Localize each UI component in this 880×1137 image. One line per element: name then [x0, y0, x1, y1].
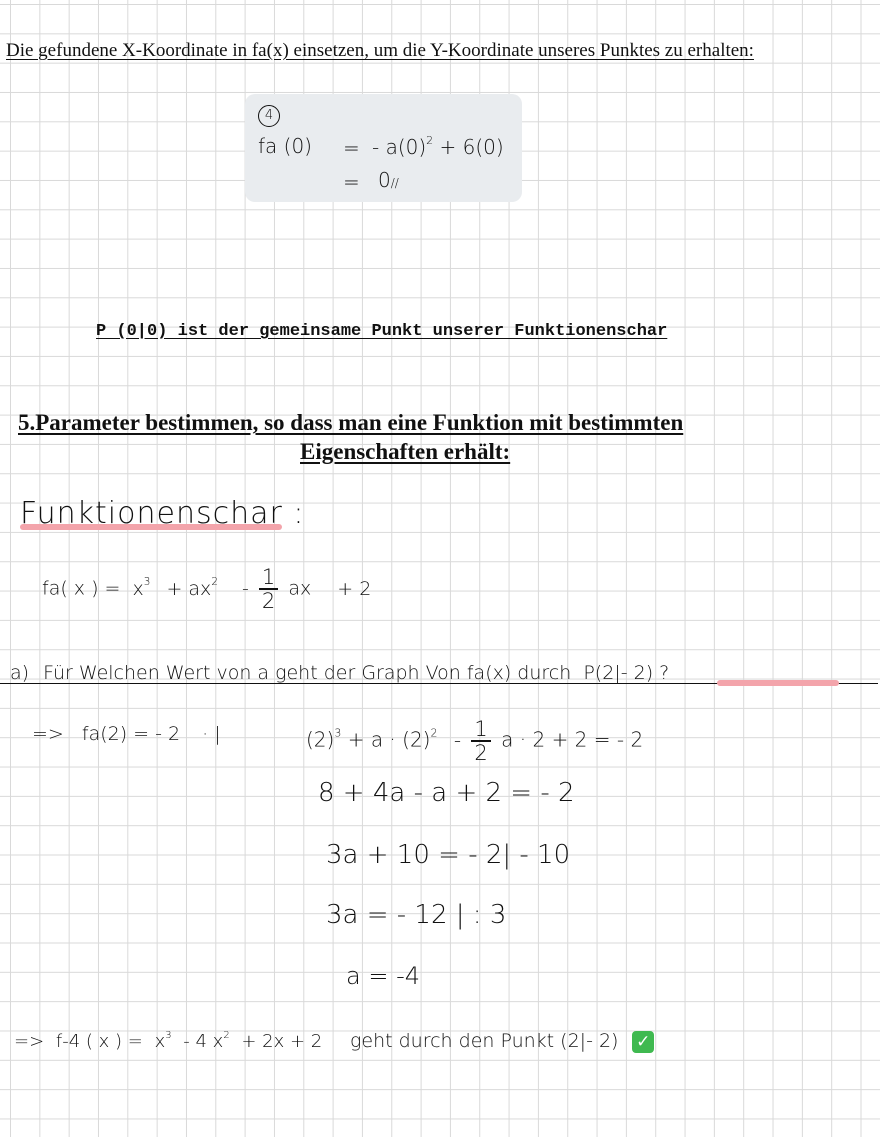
calc-line-1: [306, 718, 643, 764]
question-mark: ?: [659, 662, 670, 684]
fraction-numerator: 1: [259, 566, 278, 590]
calc-line1-a: (2): [306, 727, 335, 752]
intro-text: Die gefundene X-Koordinate in fa(x) einsetzen, um die Y-Koordinate unseres Punktes zu erhalten:: [6, 40, 754, 61]
calc-given: [32, 723, 221, 745]
function-exp3: 3: [143, 576, 151, 589]
calc-separator: · |: [202, 723, 221, 745]
conclusion-x: x: [154, 1031, 166, 1052]
calc-line-5: a = -4: [346, 962, 421, 990]
conclusion-minus4: - 4 x: [183, 1031, 224, 1052]
calc-line1-e2: 2: [430, 726, 438, 740]
function-plus2: + 2: [337, 577, 372, 600]
conclusion-func: f-4 ( x ) =: [55, 1031, 143, 1052]
section-5-title-line-1: 5.Parameter bestimmen, so dass man eine Funktion mit bestimmten: [18, 410, 684, 435]
box-line1-rhs-a: - a(0): [372, 134, 427, 159]
common-point-text: P (0|0) ist der gemeinsame Punkt unserer Funktionenschar: [96, 322, 668, 341]
point-highlight: [717, 680, 839, 686]
function-ax: ax: [288, 577, 312, 600]
funktionenschar-heading: Funktionenschar :: [20, 496, 305, 531]
conclusion-line: [14, 1030, 654, 1053]
conclusion-e3: 3: [165, 1030, 172, 1042]
calc-fraction-denominator: 2: [474, 741, 488, 766]
conclusion-arrow: =>: [14, 1031, 45, 1052]
calc-line-2: 8 + 4a - a + 2 = - 2: [318, 778, 575, 808]
box-line1-lhs: fa (0): [258, 134, 312, 158]
question-text: Für Welchen Wert von a geht der Graph Von fa(x) durch: [43, 662, 572, 684]
calc-line1-b: + a · (2): [347, 727, 431, 752]
box-line1-rhs: [372, 134, 504, 159]
box-line2-eq: =: [343, 170, 360, 194]
calc-line1-fraction: [471, 718, 490, 764]
calc-line1-d: a · 2 + 2 = - 2: [501, 727, 644, 752]
checkmark-icon: ✓: [632, 1031, 654, 1053]
question-label: a): [10, 662, 30, 684]
box-line2-value: 0: [378, 168, 391, 192]
section-5-title-line-2: Eigenschaften erhält:: [300, 439, 511, 464]
function-fraction: [259, 566, 278, 612]
calc-line-4: 3a = - 12 | : 3: [326, 900, 507, 930]
question-point: P(2|- 2): [583, 662, 654, 684]
calc-fraction-numerator: 1: [471, 718, 490, 742]
function-exp2: 2: [211, 576, 218, 589]
calc-arrow: =>: [32, 723, 64, 745]
box-line2-mark: //: [390, 176, 399, 190]
conclusion-e2: 2: [223, 1030, 230, 1042]
function-definition: [42, 566, 371, 612]
question-line: [10, 662, 669, 684]
box-line-1: [258, 134, 312, 158]
box-line1-exp: 2: [426, 134, 434, 147]
box-line1-rhs-b: + 6(0): [439, 134, 504, 159]
step-number-badge: [258, 104, 280, 127]
step-number: 4: [258, 105, 280, 127]
box-line2-rhs: [378, 168, 399, 192]
calc-line1-e1: 3: [334, 726, 342, 740]
function-plus-ax: + ax: [166, 577, 212, 600]
calc-line1-c: -: [453, 727, 462, 752]
box-line1-eq: =: [343, 136, 360, 160]
calc-line-3: 3a + 10 = - 2| - 10: [326, 840, 571, 870]
function-minus: -: [242, 577, 249, 600]
function-lhs: fa( x ) =: [42, 577, 121, 600]
conclusion-rest: + 2x + 2: [241, 1031, 323, 1052]
function-x: x: [132, 577, 144, 600]
conclusion-text: geht durch den Punkt (2|- 2): [349, 1030, 619, 1052]
fraction-denominator: 2: [261, 589, 276, 614]
calc-given-eq: fa(2) = - 2: [81, 723, 181, 745]
